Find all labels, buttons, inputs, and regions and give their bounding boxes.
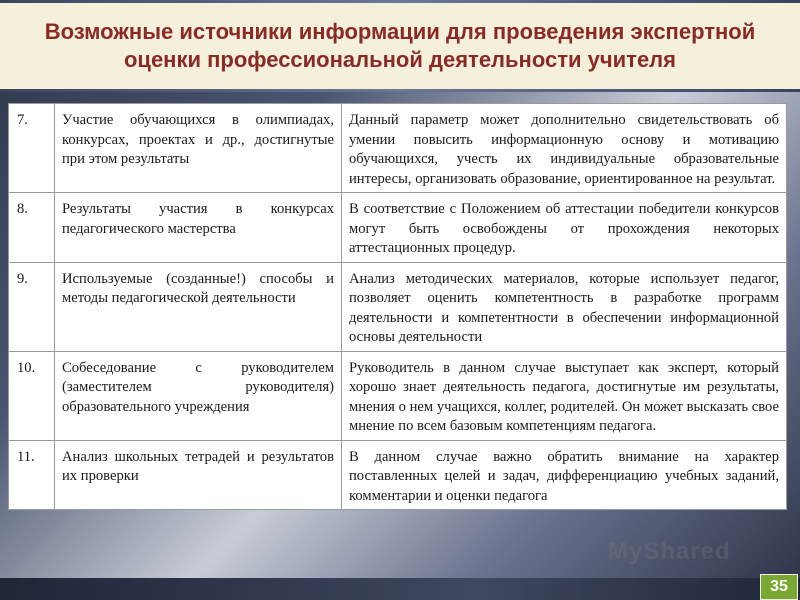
table-row: [9, 440, 787, 510]
row-number: 9.: [9, 262, 55, 351]
row-source: Анализ школьных тетрадей и результатов их проверки: [55, 440, 342, 510]
row-source: Результаты участия в конкурсах педагогического мастерства: [55, 193, 342, 263]
table-row: [9, 351, 787, 440]
footer-bar: [0, 578, 800, 600]
table-container: [8, 103, 787, 510]
row-number: 8.: [9, 193, 55, 263]
row-number: 10.: [9, 351, 55, 440]
row-comment: Анализ методических материалов, которые использует педагог, позволяет оценить компетентность в разработке программ деятельности и компетентности в обеспечении информационной основы деятельности: [342, 262, 787, 351]
page-number-badge: 35: [760, 574, 798, 600]
watermark-logo: MyShared: [608, 538, 731, 565]
row-number: 7.: [9, 104, 55, 193]
sources-table: [8, 103, 787, 510]
page-title: Возможные источники информации для проведения экспертной оценки профессиональной деятельности учителя: [44, 19, 756, 72]
row-source: Участие обучающихся в олимпиадах, конкурсах, проектах и др., достигнутые при этом результаты: [55, 104, 342, 193]
table-row: [9, 193, 787, 263]
row-comment: Руководитель в данном случае выступает как эксперт, который хорошо знает деятельность педагога, достигнутые им результаты, мнения о нем учащихся, коллег, родителей. Он может высказать свое мнение по всем базовым компетенциям педагога.: [342, 351, 787, 440]
row-comment: Данный параметр может дополнительно свидетельствовать об умении повысить информационную основу и мотивацию обучающихся, учесть их индивидуальные образовательные интересы, организовать образование, ориентированное на результат.: [342, 104, 787, 193]
table-row: [9, 104, 787, 193]
row-source: Собеседование с руководителем (заместителем руководителя) образовательного учреждения: [55, 351, 342, 440]
row-source: Используемые (созданные!) способы и методы педагогической деятельности: [55, 262, 342, 351]
row-number: 11.: [9, 440, 55, 510]
title-box: [0, 3, 800, 89]
row-comment: В соответствие с Положением об аттестации победители конкурсов могут быть освобождены от прохождения некоторых аттестационных процедур.: [342, 193, 787, 263]
row-comment: В данном случае важно обратить внимание на характер поставленных целей и задач, дифференциацию учебных заданий, комментарии и оценки педагога: [342, 440, 787, 510]
table-row: [9, 262, 787, 351]
